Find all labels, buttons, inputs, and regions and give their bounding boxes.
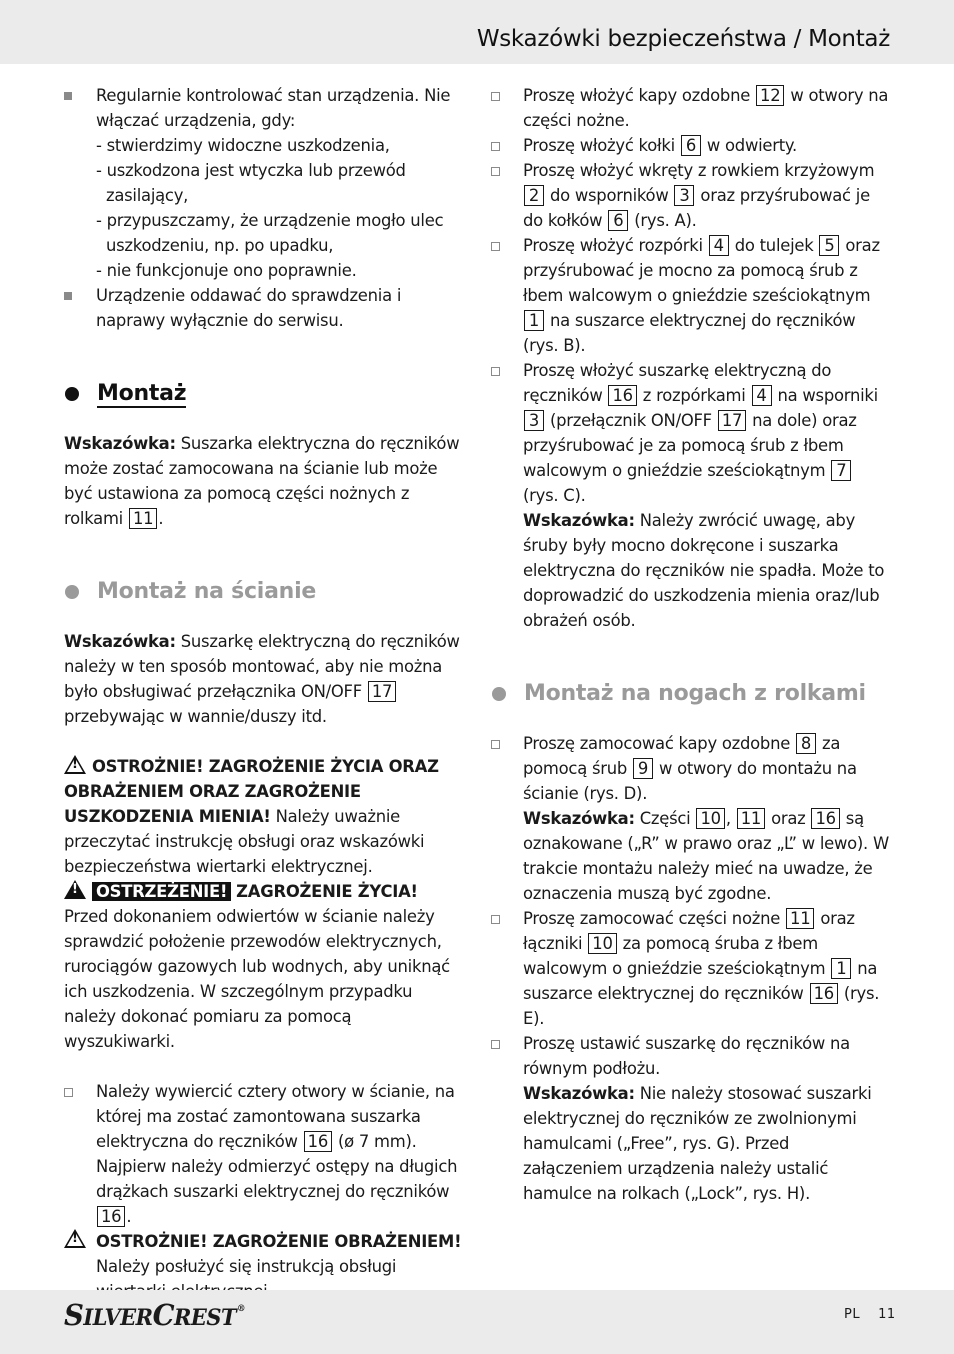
ref-number: 11	[129, 508, 157, 529]
checkbox-bullet-icon	[491, 133, 523, 160]
ref-number: 8	[796, 733, 816, 754]
ref-number: 12	[756, 85, 784, 106]
checkbox-bullet-icon	[491, 233, 523, 260]
dash-item: - stwierdzimy widoczne uszkodzenia,	[96, 136, 390, 155]
heading-montaz: Montaż	[64, 380, 466, 408]
ref-number: 6	[608, 210, 628, 231]
ref-number: 3	[524, 410, 544, 431]
warning-label: OSTRZEŻENIE!	[92, 882, 231, 901]
list-item	[64, 283, 466, 333]
ref-number: 6	[681, 135, 701, 156]
ref-number: 17	[368, 681, 396, 702]
page-number: 11	[878, 1307, 896, 1322]
checkbox-bullet-icon	[491, 731, 523, 758]
ref-number: 3	[674, 185, 694, 206]
ref-number: 5	[819, 235, 839, 256]
ref-number: 7	[831, 460, 851, 481]
note-paragraph: Wskazówka: Należy zwrócić uwagę, aby śruby były mocno dokręcone i suszarka elektryczna do ręczników nie spadła. Może to doprowadzić do uszkodzenia mienia oraz/lub obrażeń osób.	[523, 511, 885, 630]
note-paragraph: Wskazówka: Części 10 , 11 oraz 16 są oznakowane („R” w prawo oraz „L” w lewo). W trakcie montażu należy mieć na uwadze, że oznaczenia muszą być zgodne.	[523, 809, 889, 903]
checkbox-bullet-icon	[491, 906, 523, 933]
warning-triangle-icon	[64, 755, 86, 774]
note-paragraph: Wskazówka: Suszarka elektryczna do ręczników może zostać zamocowana na ścianie lub może być ustawiona za pomocą części nożnych z rolkami 11 .	[64, 434, 460, 528]
checkbox-bullet-icon	[491, 358, 523, 385]
item-text: Urządzenie oddawać do sprawdzenia i naprawy wyłącznie do serwisu.	[96, 286, 402, 330]
warning-paragraph: !OSTRZEŻENIE! ZAGROŻENIE ŻYCIA! Przed dokonaniem odwiertów w ścianie należy sprawdzić położenie przewodów elektrycznych, rurociągów gazowych lub wodnych, aby uniknąć ich uszkodzenia. W szczególnym przypadku należy dokonać pomiaru za pomocą wyszukiwarki.	[64, 879, 466, 1054]
item-text: Należy wywiercić cztery otwory w ścianie, na której ma zostać zamontowana suszarka elektryczna do ręczników 16 (ø 7 mm). Najpierw należy odmierzyć ostępy na długich drążkach suszarki elektrycznej do ręczników 16 .	[96, 1082, 458, 1226]
note-paragraph: Wskazówka: Suszarkę elektryczną do ręczników należy w ten sposób montować, aby nie można było obsługiwać przełącznika ON/OFF 17 przebywając w wannie/duszy itd.	[64, 632, 460, 726]
right-column	[491, 83, 891, 1206]
warning-triangle-icon	[64, 880, 86, 899]
list-item: Proszę włożyć wkręty z rowkiem krzyżowym 2 do wsporników 3 oraz przyśrubować je do kołków 6 (rys. A).	[491, 158, 891, 233]
ref-number: 1	[831, 958, 851, 979]
bullet-dot-icon	[492, 687, 506, 701]
note-paragraph: Wskazówka: Nie należy stosować suszarki elektrycznej do ręczników ze zwolnionymi hamulcami („Free”, rys. G). Przed załączeniem urządzenia należy ustalić hamulce na rolkach („Lock”, rys. H).	[523, 1084, 872, 1203]
ref-number: 17	[718, 410, 746, 431]
brand-logo: SILVERCREST®	[64, 1298, 246, 1332]
dash-list	[96, 133, 466, 283]
page-info	[844, 1307, 896, 1322]
checkbox-bullet-icon	[491, 83, 523, 110]
heading-montaz-na-nogach: Montaż na nogach z rolkami	[491, 680, 891, 708]
dash-item: - nie funkcjonuje ono poprawnie.	[96, 261, 357, 280]
heading-montaz-na-scianie: Montaż na ścianie	[64, 578, 466, 606]
language-code: PL	[844, 1307, 861, 1322]
list-item	[64, 83, 466, 283]
list-item: Proszę zamocować kapy ozdobne 8 za pomocą śrub 9 w otwory do montażu na ścianie (rys. D). Wskazówka: Części 10 , 11 oraz 16 są oznakowane („R” w prawo oraz „L” w lewo). W trakcie montażu należy mieć na uwadze, że oznaczenia muszą być zgodne.	[491, 731, 891, 906]
ref-number: 10	[696, 808, 724, 829]
ref-number: 11	[737, 808, 765, 829]
list-item: Proszę włożyć rozpórki 4 do tulejek 5 oraz przyśrubować je mocno za pomocą śrub z łbem walcowym o gnieździe sześciokątnym 1 na suszarce elektrycznej do ręczników (rys. B).	[491, 233, 891, 358]
ref-number: 4	[709, 235, 729, 256]
checkbox-bullet-icon	[491, 158, 523, 185]
page-title: Wskazówki bezpieczeństwa / Montaż	[476, 26, 890, 52]
item-text: Regularnie kontrolować stan urządzenia. Nie włączać urządzenia, gdy:	[96, 86, 451, 130]
square-bullet-icon	[64, 83, 96, 109]
ref-number: 4	[752, 385, 772, 406]
list-item: Proszę włożyć kołki 6 w odwierty.	[491, 133, 891, 158]
bullet-dot-icon	[65, 387, 79, 401]
ref-number: 1	[524, 310, 544, 331]
list-item: Proszę zamocować części nożne 11 oraz łączniki 10 za pomocą śruba z łbem walcowym o gnieździe sześciokątnym 1 na suszarce elektrycznej do ręczników 16 (rys. E).	[491, 906, 891, 1031]
page-header	[0, 0, 954, 64]
list-item: Proszę włożyć suszarkę elektryczną do ręczników 16 z rozpórkami 4 na wsporniki 3 (przełącznik ON/OFF 17 na dole) oraz przyśrubować je za pomocą śrub z łbem walcowym o gnieździe sześciokątnym 7 (rys. C). Wskazówka: Należy zwrócić uwagę, aby śruby były mocno dokręcone i suszarka elektryczna do ręczników nie spadła. Może to doprowadzić do uszkodzenia mienia oraz/lub obrażeń osób.	[491, 358, 891, 633]
checkbox-bullet-icon	[491, 1031, 523, 1058]
ref-number: 2	[524, 185, 544, 206]
ref-number: 16	[608, 385, 636, 406]
list-item: Proszę ustawić suszarkę do ręczników na równym podłożu. Wskazówka: Nie należy stosować suszarki elektrycznej do ręczników ze zwolnionymi hamulcami („Free”, rys. G). Przed załączeniem urządzenia należy ustalić hamulce na rolkach („Lock”, rys. H).	[491, 1031, 891, 1206]
ref-number: 16	[811, 808, 839, 829]
list-item: Proszę włożyć kapy ozdobne 12 w otwory na części nożne.	[491, 83, 891, 133]
left-column	[64, 83, 466, 1304]
list-item	[64, 1079, 466, 1229]
warning-triangle-icon	[64, 1229, 96, 1255]
ref-number: 16	[810, 983, 838, 1004]
checkbox-bullet-icon	[64, 1079, 96, 1106]
dash-item: - przypuszczamy, że urządzenie mogło ulec uszkodzeniu, np. po upadku,	[96, 211, 444, 255]
dash-item: - uszkodzona jest wtyczka lub przewód zasilający,	[96, 161, 406, 205]
ref-number: 16	[97, 1206, 125, 1227]
ref-number: 10	[588, 933, 616, 954]
square-bullet-icon	[64, 283, 96, 309]
ref-number: 16	[304, 1131, 332, 1152]
ref-number: 9	[633, 758, 653, 779]
caution-paragraph: ! OSTROŻNIE! ZAGROŻENIE OBRAŻENIEM! Należy posłużyć się instrukcją obsługi	[64, 1229, 466, 1304]
ref-number: 11	[786, 908, 814, 929]
caution-paragraph: !OSTROŻNIE! ZAGROŻENIE ŻYCIA ORAZ OBRAŻENIEM ORAZ ZAGROŻENIE USZKODZENIA MIENIA! Należy uważnie przeczytać instrukcję obsługi oraz wskazówki bezpieczeństwa wiertarki elektrycznej.	[64, 754, 466, 879]
bullet-dot-icon	[65, 585, 79, 599]
